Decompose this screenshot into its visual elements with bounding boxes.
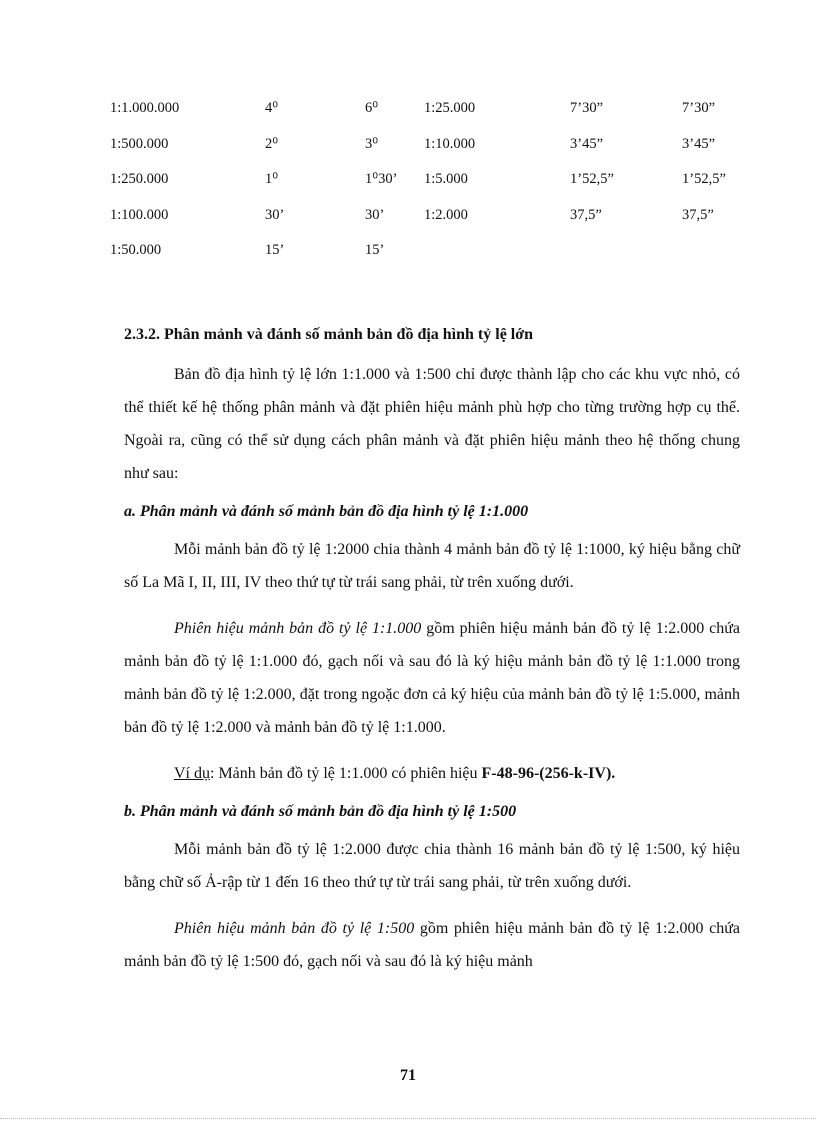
table-row bbox=[110, 136, 750, 172]
table-cell: 6⁰ bbox=[365, 100, 379, 116]
document-body bbox=[124, 326, 740, 991]
table-cell: 1:5.000 bbox=[424, 171, 468, 187]
table-cell: 1⁰30’ bbox=[365, 171, 398, 187]
page-number: 71 bbox=[400, 1067, 416, 1084]
subsection-a-heading: a. Phân mảnh và đánh số mảnh bản đồ địa hình tỷ lệ 1:1.000 bbox=[124, 503, 529, 520]
table-cell: 2⁰ bbox=[265, 135, 279, 152]
example-paragraph bbox=[124, 757, 740, 790]
table-row bbox=[110, 100, 750, 136]
intro-paragraph: Bản đồ địa hình tỷ lệ lớn 1:1.000 và 1:500 chỉ được thành lập cho các khu vực nhỏ, có thể thiết kế hệ thống phân mảnh và đặt phiên hiệu mảnh phù hợp cho từng trường hợp cụ thể. Ngoài ra, cũng có thể sử dụng cách phân mảnh và đặt phiên hiệu mảnh theo hệ thống chung như sau: bbox=[124, 366, 740, 482]
scale-table bbox=[110, 100, 750, 278]
example-label: Ví dụ bbox=[174, 765, 210, 782]
subsection-a-paragraph-2 bbox=[124, 612, 740, 744]
subsection-b-paragraph-1: Mỗi mảnh bản đồ tỷ lệ 1:2.000 được chia thành 16 mảnh bản đồ tỷ lệ 1:500, ký hiệu bằng chữ số Ả-rập từ 1 đến 16 theo thứ tự từ trái sang phải, từ trên xuống dưới. bbox=[124, 841, 740, 891]
footer-divider bbox=[0, 1118, 816, 1119]
table-cell: 3⁰ bbox=[365, 135, 379, 152]
table-cell: 15’ bbox=[365, 242, 385, 258]
table-cell: 1⁰ bbox=[265, 171, 279, 187]
table-cell: 1:250.000 bbox=[110, 171, 169, 187]
paragraph-text: gồm phiên hiệu mảnh bản đồ tỷ lệ 1:2.000 chứa mảnh bản đồ tỷ lệ 1:500 đó, gạch nối và sau đó là ký hiệu mảnh bbox=[124, 920, 741, 970]
table-cell: 37,5” bbox=[682, 206, 714, 223]
table-cell: 1:500.000 bbox=[110, 135, 169, 152]
table-cell: 1:25.000 bbox=[424, 100, 476, 116]
subsection-b-heading: b. Phân mảnh và đánh số mảnh bản đồ địa hình tỷ lệ 1:500 bbox=[124, 803, 517, 820]
paragraph-text: gồm phiên hiệu mảnh bản đồ tỷ lệ 1:2.000 chứa mảnh bản đồ tỷ lệ 1:1.000 đó, gạch nối và sau đó là ký hiệu mảnh bản đồ tỷ lệ 1:1.000 trong mảnh bản đồ tỷ lệ 1:2.000, đặt trong ngoặc đơn cả ký hiệu của mảnh bản đồ tỷ lệ 1:5.000, mảnh bản đồ tỷ lệ 1:2.000 và mảnh bản đồ tỷ lệ 1:1.000. bbox=[124, 620, 741, 736]
table-cell: 1:10.000 bbox=[424, 135, 476, 152]
section-heading: 2.3.2. Phân mảnh và đánh số mảnh bản đồ địa hình tỷ lệ lớn bbox=[124, 326, 533, 343]
table-cell: 30’ bbox=[265, 206, 285, 223]
italic-term: Phiên hiệu mảnh bản đồ tỷ lệ 1:1.000 bbox=[174, 620, 422, 637]
table-cell: 3’45” bbox=[570, 135, 604, 152]
table-row bbox=[110, 242, 750, 278]
subsection-b-paragraph-2 bbox=[124, 912, 740, 978]
italic-term: Phiên hiệu mảnh bản đồ tỷ lệ 1:500 bbox=[174, 920, 415, 937]
table-cell: 1:2.000 bbox=[424, 206, 468, 223]
table-cell: 30’ bbox=[365, 206, 385, 223]
table-cell: 1:50.000 bbox=[110, 242, 162, 258]
table-cell: 15’ bbox=[265, 242, 285, 258]
table-cell: 7’30” bbox=[570, 100, 604, 116]
example-code: F-48-96-(256-k-IV). bbox=[481, 765, 616, 782]
table-row bbox=[110, 207, 750, 243]
table-cell: 1:1.000.000 bbox=[110, 100, 180, 116]
table-cell: 7’30” bbox=[682, 100, 716, 116]
table-cell: 1’52,5” bbox=[570, 171, 614, 187]
table-cell: 1’52,5” bbox=[682, 171, 726, 187]
example-text: : Mảnh bản đồ tỷ lệ 1:1.000 có phiên hiệu bbox=[210, 765, 482, 782]
subsection-a-paragraph-1: Mỗi mảnh bản đồ tỷ lệ 1:2000 chia thành 4 mảnh bản đồ tỷ lệ 1:1000, ký hiệu bằng chữ số La Mã I, II, III, IV theo thứ tự từ trái sang phải, từ trên xuống dưới. bbox=[124, 541, 740, 591]
table-cell: 3’45” bbox=[682, 135, 716, 152]
table-cell: 4⁰ bbox=[265, 100, 279, 116]
table-cell: 37,5” bbox=[570, 206, 602, 223]
table-cell: 1:100.000 bbox=[110, 206, 169, 223]
table-row bbox=[110, 171, 750, 207]
